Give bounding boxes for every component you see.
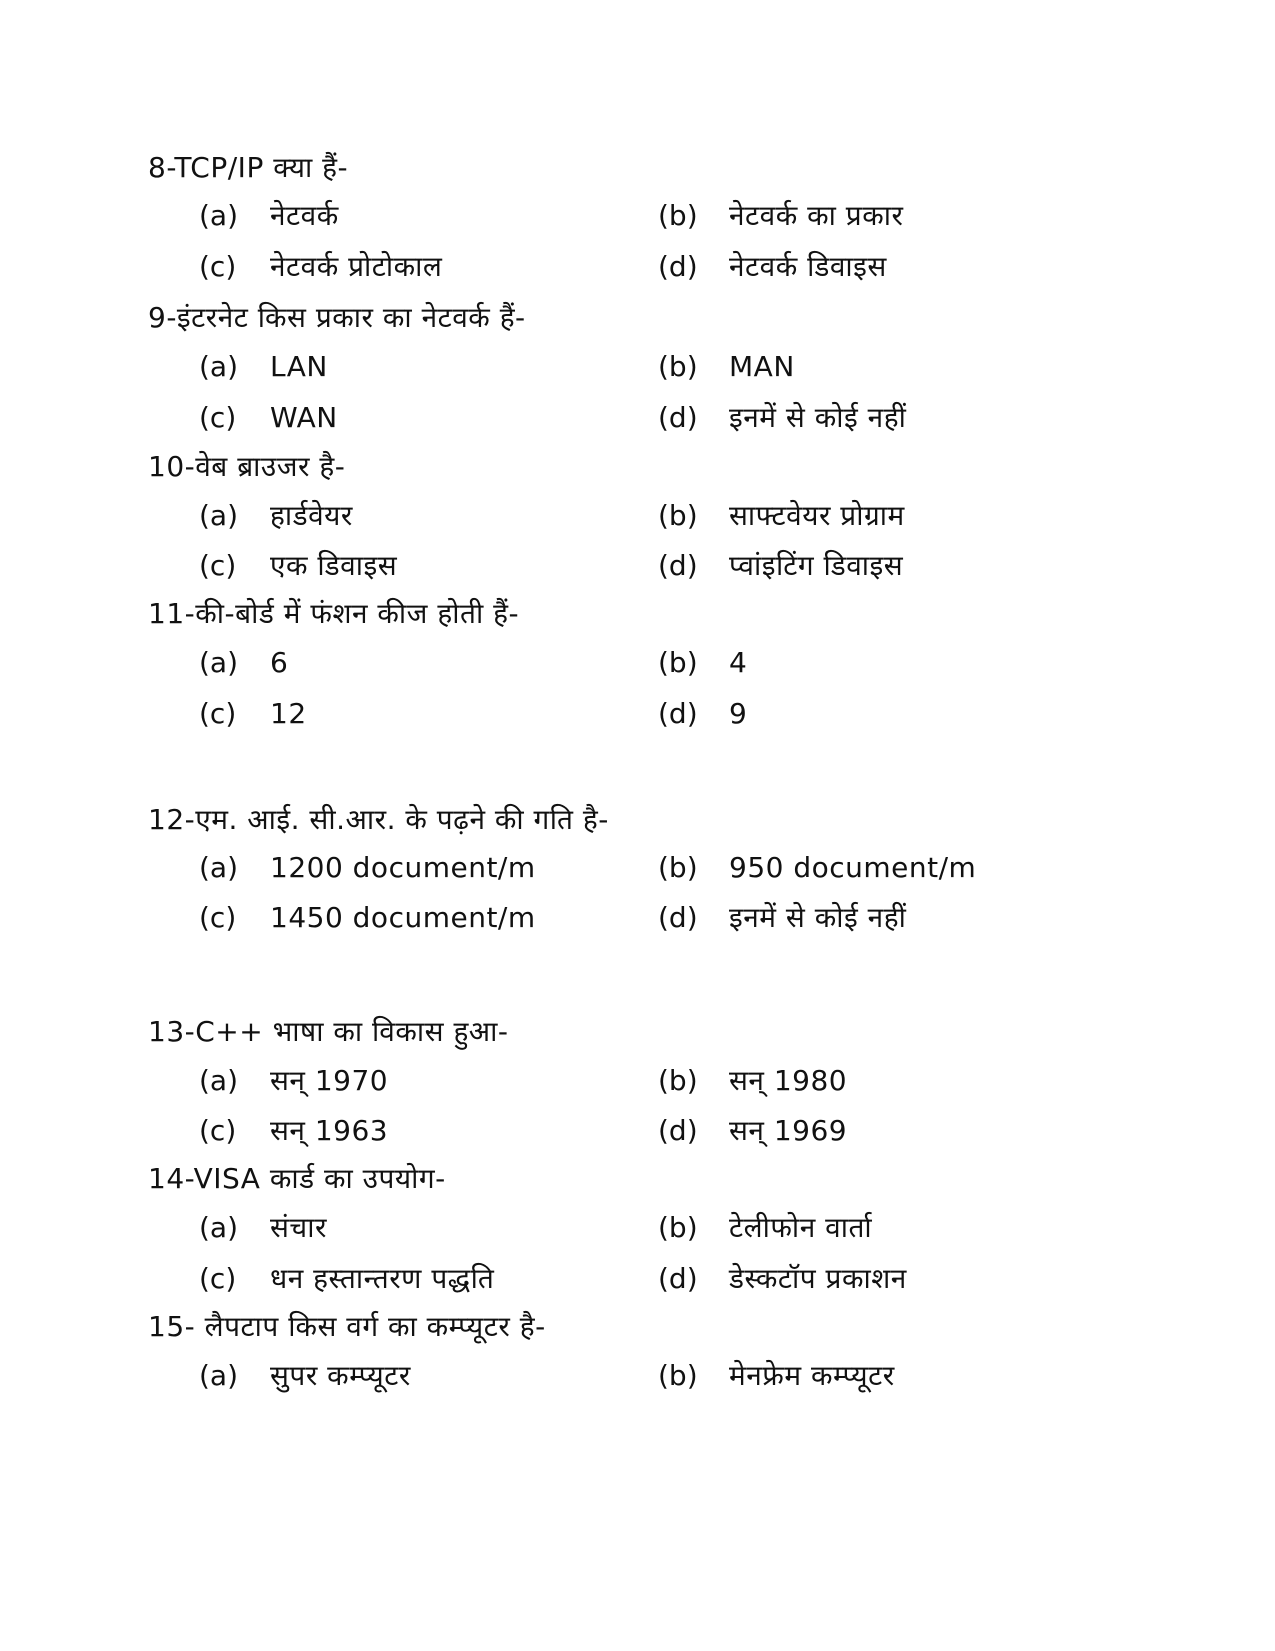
option-letter: (d) — [658, 901, 698, 934]
option-letter: (b) — [658, 350, 698, 383]
option-text: टेलीफोन वार्ता — [729, 1211, 873, 1244]
option-letter: (c) — [199, 1262, 237, 1295]
option-letter: (a) — [199, 199, 239, 232]
option-letter: (c) — [199, 250, 237, 283]
option-text: MAN — [729, 350, 795, 383]
option-letter: (b) — [658, 1064, 698, 1097]
option-letter: (a) — [199, 499, 239, 532]
option-text: 12 — [270, 697, 307, 730]
option-letter: (c) — [199, 1114, 237, 1147]
option-letter: (a) — [199, 1211, 239, 1244]
option-text: 6 — [270, 646, 289, 679]
option-text: डेस्कटॉप प्रकाशन — [729, 1262, 907, 1295]
option-text: नेटवर्क प्रोटोकाल — [270, 250, 443, 283]
option-text: इनमें से कोई नहीं — [729, 401, 907, 434]
option-letter: (b) — [658, 851, 698, 884]
option-letter: (d) — [658, 250, 698, 283]
option-letter: (a) — [199, 646, 239, 679]
question-15: 15- लैपटाप किस वर्ग का कम्प्यूटर है- — [148, 1310, 546, 1343]
question-14: 14-VISA कार्ड का उपयोग- — [148, 1162, 446, 1195]
option-text: 4 — [729, 646, 748, 679]
option-text: सन् 1970 — [270, 1064, 389, 1097]
option-text: धन हस्तान्तरण पद्धति — [270, 1262, 495, 1295]
option-text: सन् 1969 — [729, 1114, 848, 1147]
option-letter: (b) — [658, 1211, 698, 1244]
option-letter: (b) — [658, 646, 698, 679]
question-10: 10-वेब ब्राउजर है- — [148, 450, 346, 483]
question-9: 9-इंटरनेट किस प्रकार का नेटवर्क हैं- — [148, 301, 526, 334]
option-letter: (b) — [658, 499, 698, 532]
question-13: 13-C++ भाषा का विकास हुआ- — [148, 1015, 509, 1048]
option-letter: (b) — [658, 199, 698, 232]
option-text: हार्डवेयर — [270, 499, 353, 532]
option-text: 1200 document/m — [270, 851, 536, 884]
option-text: इनमें से कोई नहीं — [729, 901, 907, 934]
option-letter: (d) — [658, 697, 698, 730]
option-letter: (c) — [199, 549, 237, 582]
option-letter: (a) — [199, 851, 239, 884]
option-letter: (a) — [199, 1359, 239, 1392]
option-text: 950 document/m — [729, 851, 977, 884]
option-text: संचार — [270, 1211, 327, 1244]
option-letter: (a) — [199, 350, 239, 383]
option-letter: (d) — [658, 549, 698, 582]
option-text: सन् 1980 — [729, 1064, 848, 1097]
option-letter: (d) — [658, 1114, 698, 1147]
option-text: प्वांइटिंग डिवाइस — [729, 549, 904, 582]
option-letter: (c) — [199, 401, 237, 434]
option-text: नेटवर्क — [270, 199, 339, 232]
question-8: 8-TCP/IP क्या हैं- — [148, 151, 349, 184]
option-text: नेटवर्क डिवाइस — [729, 250, 887, 283]
option-text: नेटवर्क का प्रकार — [729, 199, 904, 232]
option-text: LAN — [270, 350, 328, 383]
option-letter: (d) — [658, 1262, 698, 1295]
option-text: सन् 1963 — [270, 1114, 389, 1147]
option-text: 1450 document/m — [270, 901, 536, 934]
option-letter: (a) — [199, 1064, 239, 1097]
option-letter: (c) — [199, 901, 237, 934]
option-letter: (d) — [658, 401, 698, 434]
option-text: साफ्टवेयर प्रोग्राम — [729, 499, 905, 532]
question-11: 11-की-बोर्ड में फंशन कीज होती हैं- — [148, 597, 520, 630]
option-text: WAN — [270, 401, 338, 434]
option-text: सुपर कम्प्यूटर — [270, 1359, 411, 1392]
option-text: मेनफ्रेम कम्प्यूटर — [729, 1359, 895, 1392]
question-12: 12-एम. आई. सी.आर. के पढ़ने की गति है- — [148, 803, 609, 836]
option-letter: (c) — [199, 697, 237, 730]
option-text: एक डिवाइस — [270, 549, 398, 582]
option-text: 9 — [729, 697, 748, 730]
option-letter: (b) — [658, 1359, 698, 1392]
